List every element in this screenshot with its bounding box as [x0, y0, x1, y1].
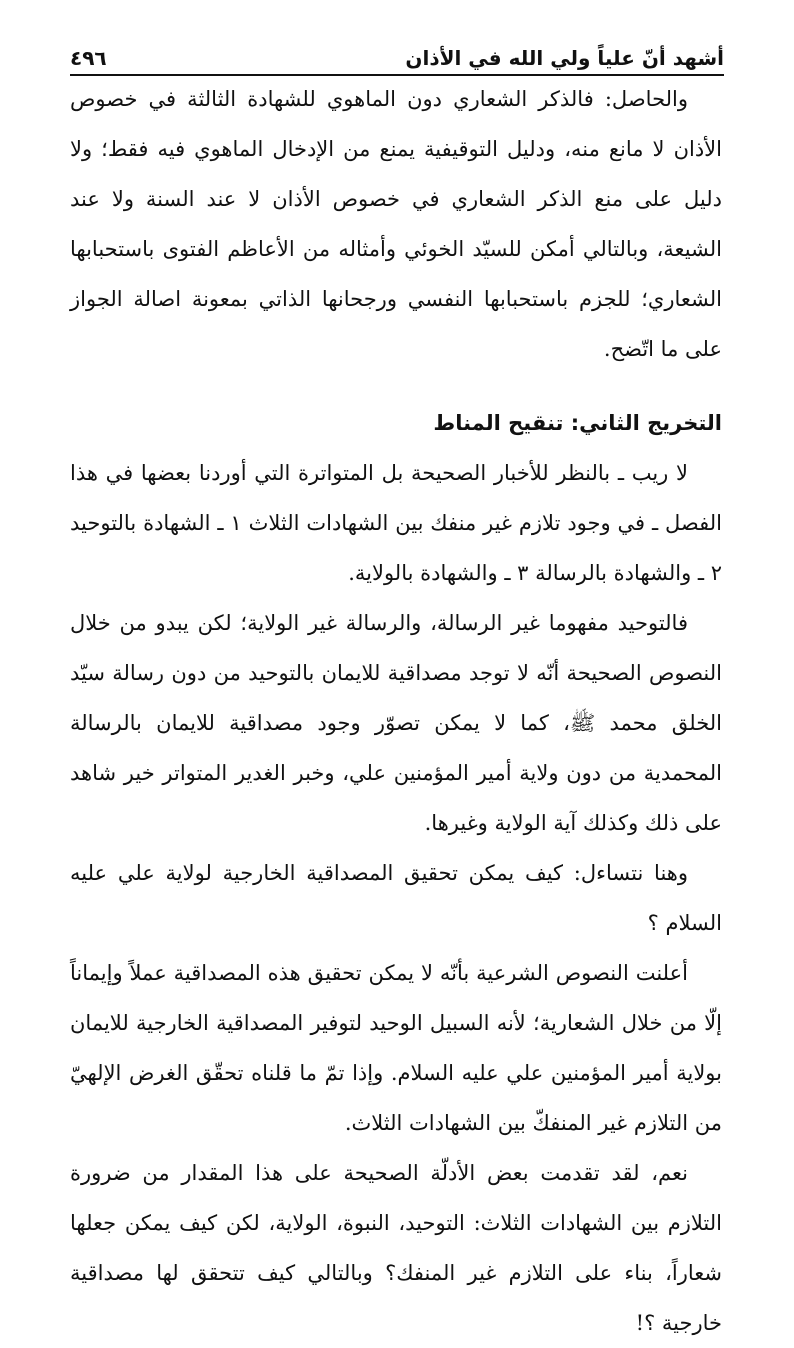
paragraph: لا ريب ـ بالنظر للأخبار الصحيحة بل المتواترة التي أوردنا بعضها في هذا الفصل ـ في وجود تلازم غير منفك بين الشهادات الثلاث ١ ـ الشهادة بالتوحيد ٢ ـ والشهادة بالرسالة ٣ ـ والشهادة بالولاية. [70, 461, 722, 585]
page-header [70, 30, 724, 76]
section-heading: التخريج الثاني: تنقيح المناط [433, 411, 722, 435]
running-title: أشهد أنّ علياً ولي الله في الأذان [405, 46, 724, 70]
paragraph: نعم، لقد تقدمت بعض الأدلّة الصحيحة على هذا المقدار من ضرورة التلازم بين الشهادات الثلاث: التوحيد، النبوة، الولاية، لكن كيف يمكن جعلها شعاراً، بناء على التلازم غير المنفك؟ وبالتالي كيف تتحقق لها مصداقية خارجية ؟! [70, 1161, 722, 1335]
paragraph: وهنا نتساءل: كيف يمكن تحقيق المصداقية الخارجية لولاية علي عليه السلام ؟ [70, 861, 722, 935]
paragraph: فالتوحيد مفهوما غير الرسالة، والرسالة غير الولاية؛ لكن يبدو من خلال النصوص الصحيحة أنّه لا توجد مصداقية للايمان بالتوحيد من دون رسالة سيّد الخلق محمد ﷺ، كما لا يمكن تصوّر وجود مصداقية للايمان بالرسالة المحمدية من دون ولاية أمير المؤمنين علي، وخبر الغدير المتواتر خير شاهد على ذلك وكذلك آية الولاية وغيرها. [70, 611, 722, 835]
page-number: ٤٩٦ [70, 46, 107, 70]
page-body [70, 74, 722, 1348]
paragraph: أعلنت النصوص الشرعية بأنّه لا يمكن تحقيق هذه المصداقية عملاً وإيماناً إلّا من خلال الشعارية؛ لأنه السبيل الوحيد لتوفير المصداقية الخارجية للايمان بولاية أمير المؤمنين علي عليه السلام. وإذا تمّ ما قلناه تحقّق الغرض الإلهيّ من التلازم غير المنفكّ بين الشهادات الثلاث. [70, 961, 722, 1135]
paragraph: والحاصل: فالذكر الشعاري دون الماهوي للشهادة الثالثة في خصوص الأذان لا مانع منه، ودليل التوقيفية يمنع من الإدخال الماهوي فيه فقط؛ ولا دليل على منع الذكر الشعاري في خصوص الأذان لا عند السنة ولا عند الشيعة، وبالتالي أمكن للسيّد الخوئي وأمثاله من الأعاظم الفتوى باستحبابها الشعاري؛ للجزم باستحبابها النفسي ورجحانها الذاتي بمعونة اصالة الجواز على ما اتّضح. [70, 87, 722, 361]
